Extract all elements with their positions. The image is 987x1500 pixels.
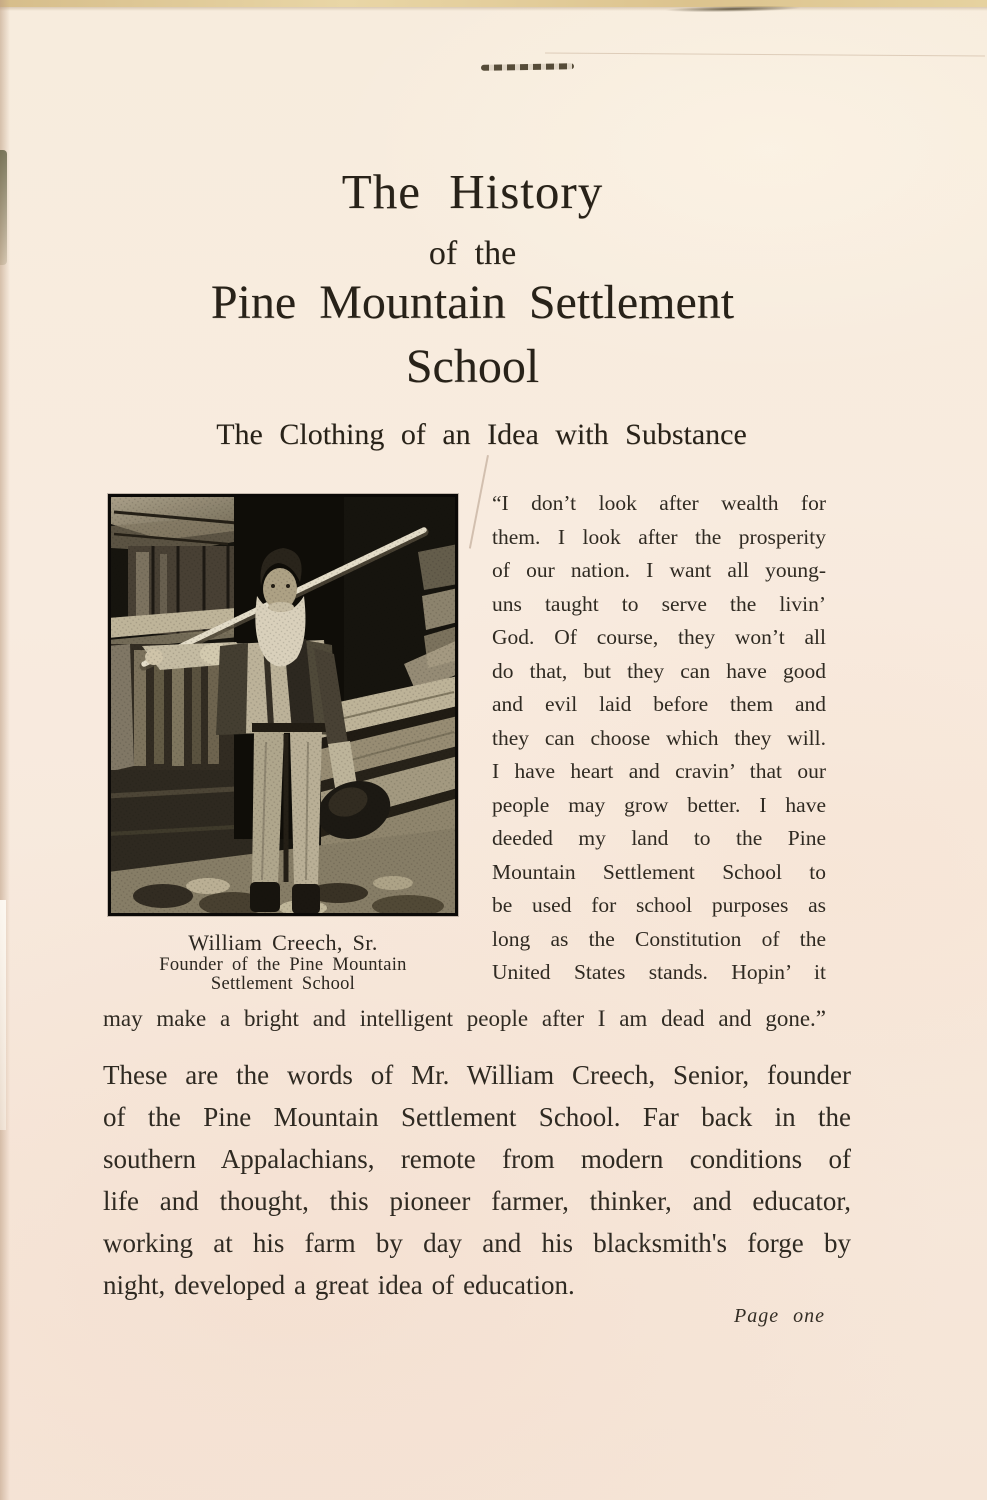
- quote-line-15: United States stands. Hopin’ it: [492, 960, 826, 984]
- paragraph-line-4: life and thought, this pioneer farmer, thinker, and educator,: [103, 1186, 851, 1216]
- quote-overflow-line: may make a bright and intelligent people after I am dead and gone.”: [103, 1006, 826, 1031]
- caption-role-line-2: Settlement School: [210, 974, 356, 994]
- quote-line-2: them. I look after the prosperity: [492, 524, 826, 549]
- quote-line-12: Mountain Settlement School to: [492, 859, 826, 884]
- quote-line-1: “I don’t look after wealth for: [492, 491, 826, 515]
- paragraph-line-2: of the Pine Mountain Settlement School. Far back in the: [103, 1102, 851, 1132]
- quote-line-9: I have heart and cravin’ that our: [492, 759, 826, 783]
- paper-crease-right-of-photo: [469, 455, 489, 549]
- paragraph-line-6: night, developed a great idea of education.: [103, 1270, 575, 1300]
- quote-line-5: God. Of course, they won’t all: [492, 625, 826, 649]
- title-line-3: Pine Mountain Settlement: [210, 276, 735, 329]
- paper-crease-top: [545, 52, 985, 56]
- page-top-deckle-edge: [0, 0, 987, 7]
- quote-line-14: long as the Constitution of the: [492, 926, 826, 951]
- staple-stitch-mark: [481, 63, 574, 71]
- quote-line-7: and evil laid before them and: [492, 692, 826, 716]
- quote-line-6: do that, but they can have good: [492, 658, 826, 683]
- photo-caption: [108, 929, 458, 994]
- title-line-2: of the: [428, 235, 517, 272]
- photo-illustration: [108, 494, 458, 916]
- title-line-4: School: [405, 340, 540, 393]
- body-paragraph: [103, 1054, 851, 1306]
- left-edge-tear: [0, 900, 6, 1130]
- title-line-1: The History: [341, 164, 604, 219]
- caption-name: William Creech, Sr.: [188, 930, 378, 955]
- quote-line-4: uns taught to serve the livin’: [492, 591, 826, 616]
- caption-role-line-1: Founder of the Pine Mountain: [159, 955, 407, 975]
- photo-william-creech: [108, 494, 458, 916]
- subtitle: The Clothing of an Idea with Substance: [216, 418, 747, 451]
- quote-line-8: they can choose which they will.: [492, 725, 826, 750]
- quote-line-10: people may grow better. I have: [492, 792, 826, 817]
- quote-column: [492, 487, 826, 990]
- paragraph-line-3: southern Appalachians, remote from modern conditions of: [103, 1144, 851, 1174]
- quote-line-13: be used for school purposes as: [492, 893, 826, 917]
- paragraph-line-1: These are the words of Mr. William Creech, Senior, founder: [103, 1060, 851, 1090]
- paragraph-line-5: working at his farm by day and his blacksmith's forge by: [103, 1228, 851, 1258]
- quote-line-11: deeded my land to the Pine: [492, 826, 826, 850]
- page-number: Page one: [734, 1305, 825, 1327]
- quote-line-3: of our nation. I want all young-: [492, 558, 826, 582]
- page-top-edge-shadow: [0, 7, 987, 11]
